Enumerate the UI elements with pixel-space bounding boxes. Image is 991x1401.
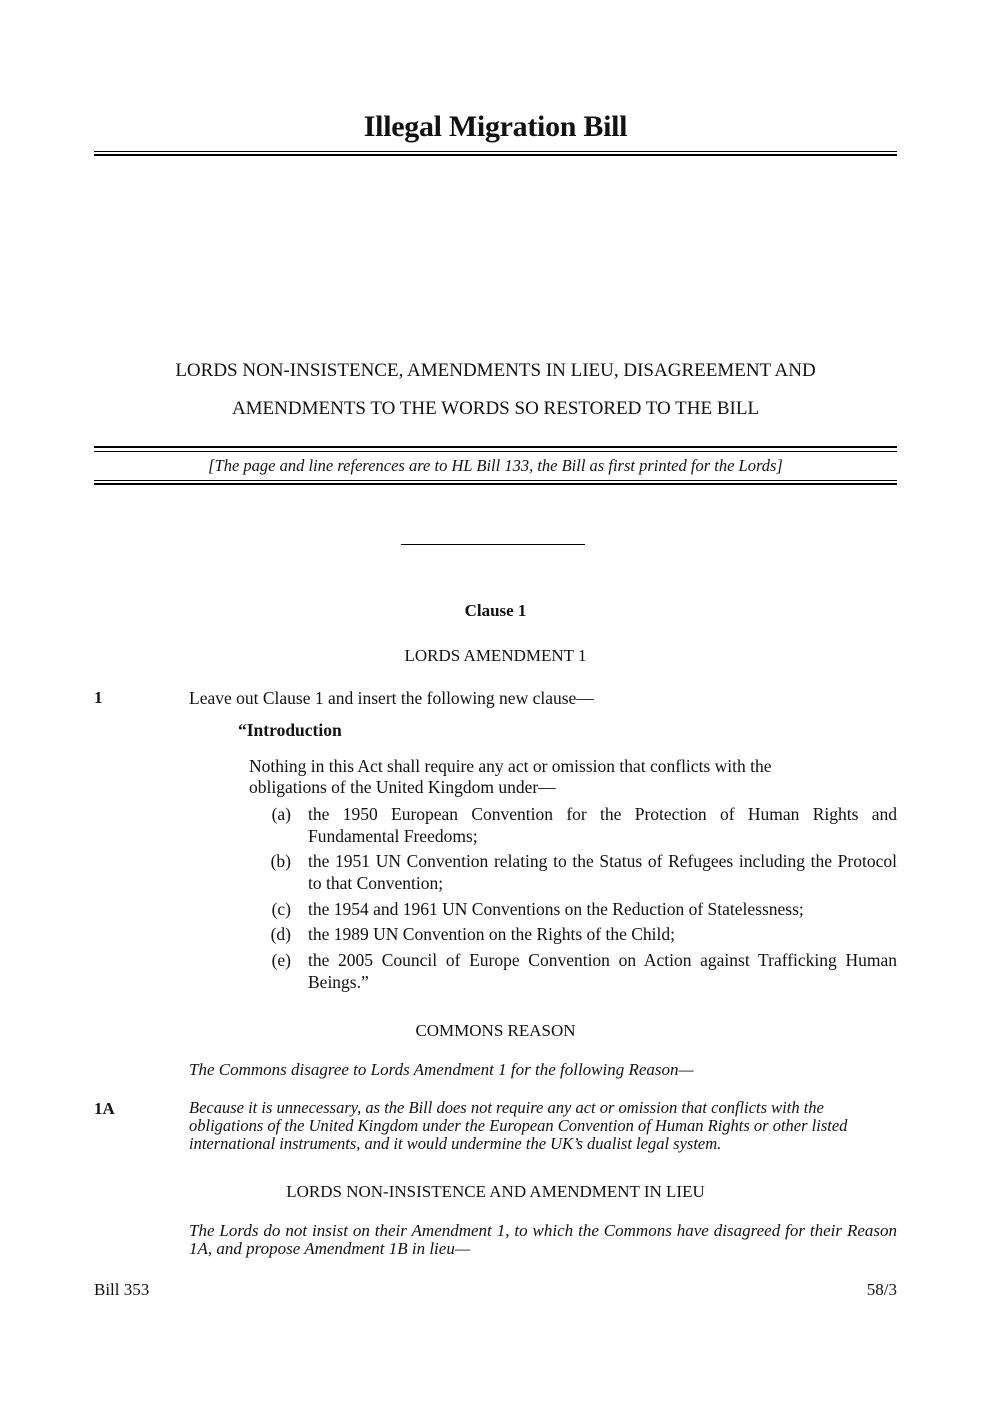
new-clause-body-line-1: Nothing in this Act shall require any act or omission that conflicts with the [249,756,772,776]
subtitle-line-1: LORDS NON-INSISTENCE, AMENDMENTS IN LIEU, DISAGREEMENT AND [175,360,816,381]
new-clause-title: “Introduction [238,720,342,740]
list-item-text: the 1989 UN Convention on the Rights of the Child; [308,924,675,944]
amendment-text: Leave out Clause 1 and insert the following new clause— [189,688,594,708]
reference-rule-bottom-thick [94,483,897,485]
title-rule-thick [94,154,897,156]
reason-number: 1A [94,1099,115,1118]
clause-heading: Clause 1 [464,601,527,620]
new-clause-body-line-2: obligations of the United Kingdom under— [249,777,556,797]
list-item-label: (b) [270,851,291,871]
list-item [249,898,897,920]
list-item-label: (d) [270,924,291,944]
list-item-text: the 1950 European Convention for the Protection of Human Rights and Fundamental Freedoms; [308,804,897,846]
document-subtitle [94,352,897,428]
list-item [249,923,897,945]
commons-reason-intro: The Commons disagree to Lords Amendment 1 for the following Reason— [189,1060,694,1079]
section-divider [401,544,585,545]
footer-bill-number: Bill 353 [94,1280,150,1299]
reference-rule-bottom-thin [94,480,897,481]
reason-text: Because it is unnecessary, as the Bill does not require any act or omission that conflicts with the obligations of the United Kingdom under the European Convention of Human Rights or other listed international instruments, and it would undermine the UK’s dualist legal system. [189,1098,848,1153]
reference-note: [The page and line references are to HL Bill 133, the Bill as first printed for the Lords] [208,456,783,475]
reference-rule-top-thick [94,446,897,448]
document-title: Illegal Migration Bill [363,110,628,143]
list-item-text: the 1951 UN Convention relating to the Status of Refugees including the Protocol to that Convention; [308,851,897,893]
new-clause-body [249,756,899,798]
amendment-number: 1 [94,688,103,707]
footer-print-reference: 58/3 [866,1280,897,1299]
list-item-label: (e) [271,950,291,970]
list-item [249,803,897,847]
list-item-text: the 2005 Council of Europe Convention on Action against Trafficking Human Beings.” [308,950,897,992]
lords-non-insistence-text: The Lords do not insist on their Amendment 1, to which the Commons have disagreed for their Reason 1A, and propose Amendment 1B in lieu— [189,1221,897,1258]
list-item [249,850,897,894]
subtitle-line-2: AMENDMENTS TO THE WORDS SO RESTORED TO THE BILL [231,398,760,419]
title-rule-thin [94,151,897,152]
list-item-text: the 1954 and 1961 UN Conventions on the Reduction of Statelessness; [308,899,804,919]
list-item-label: (a) [271,804,291,824]
list-item-label: (c) [271,899,291,919]
lords-non-insistence-heading: LORDS NON-INSISTENCE AND AMENDMENT IN LIEU [286,1182,705,1201]
commons-reason-heading: COMMONS REASON [415,1021,576,1040]
amendment-heading: LORDS AMENDMENT 1 [404,646,587,665]
list-item [249,949,897,993]
reference-rule-top-thin [94,451,897,452]
